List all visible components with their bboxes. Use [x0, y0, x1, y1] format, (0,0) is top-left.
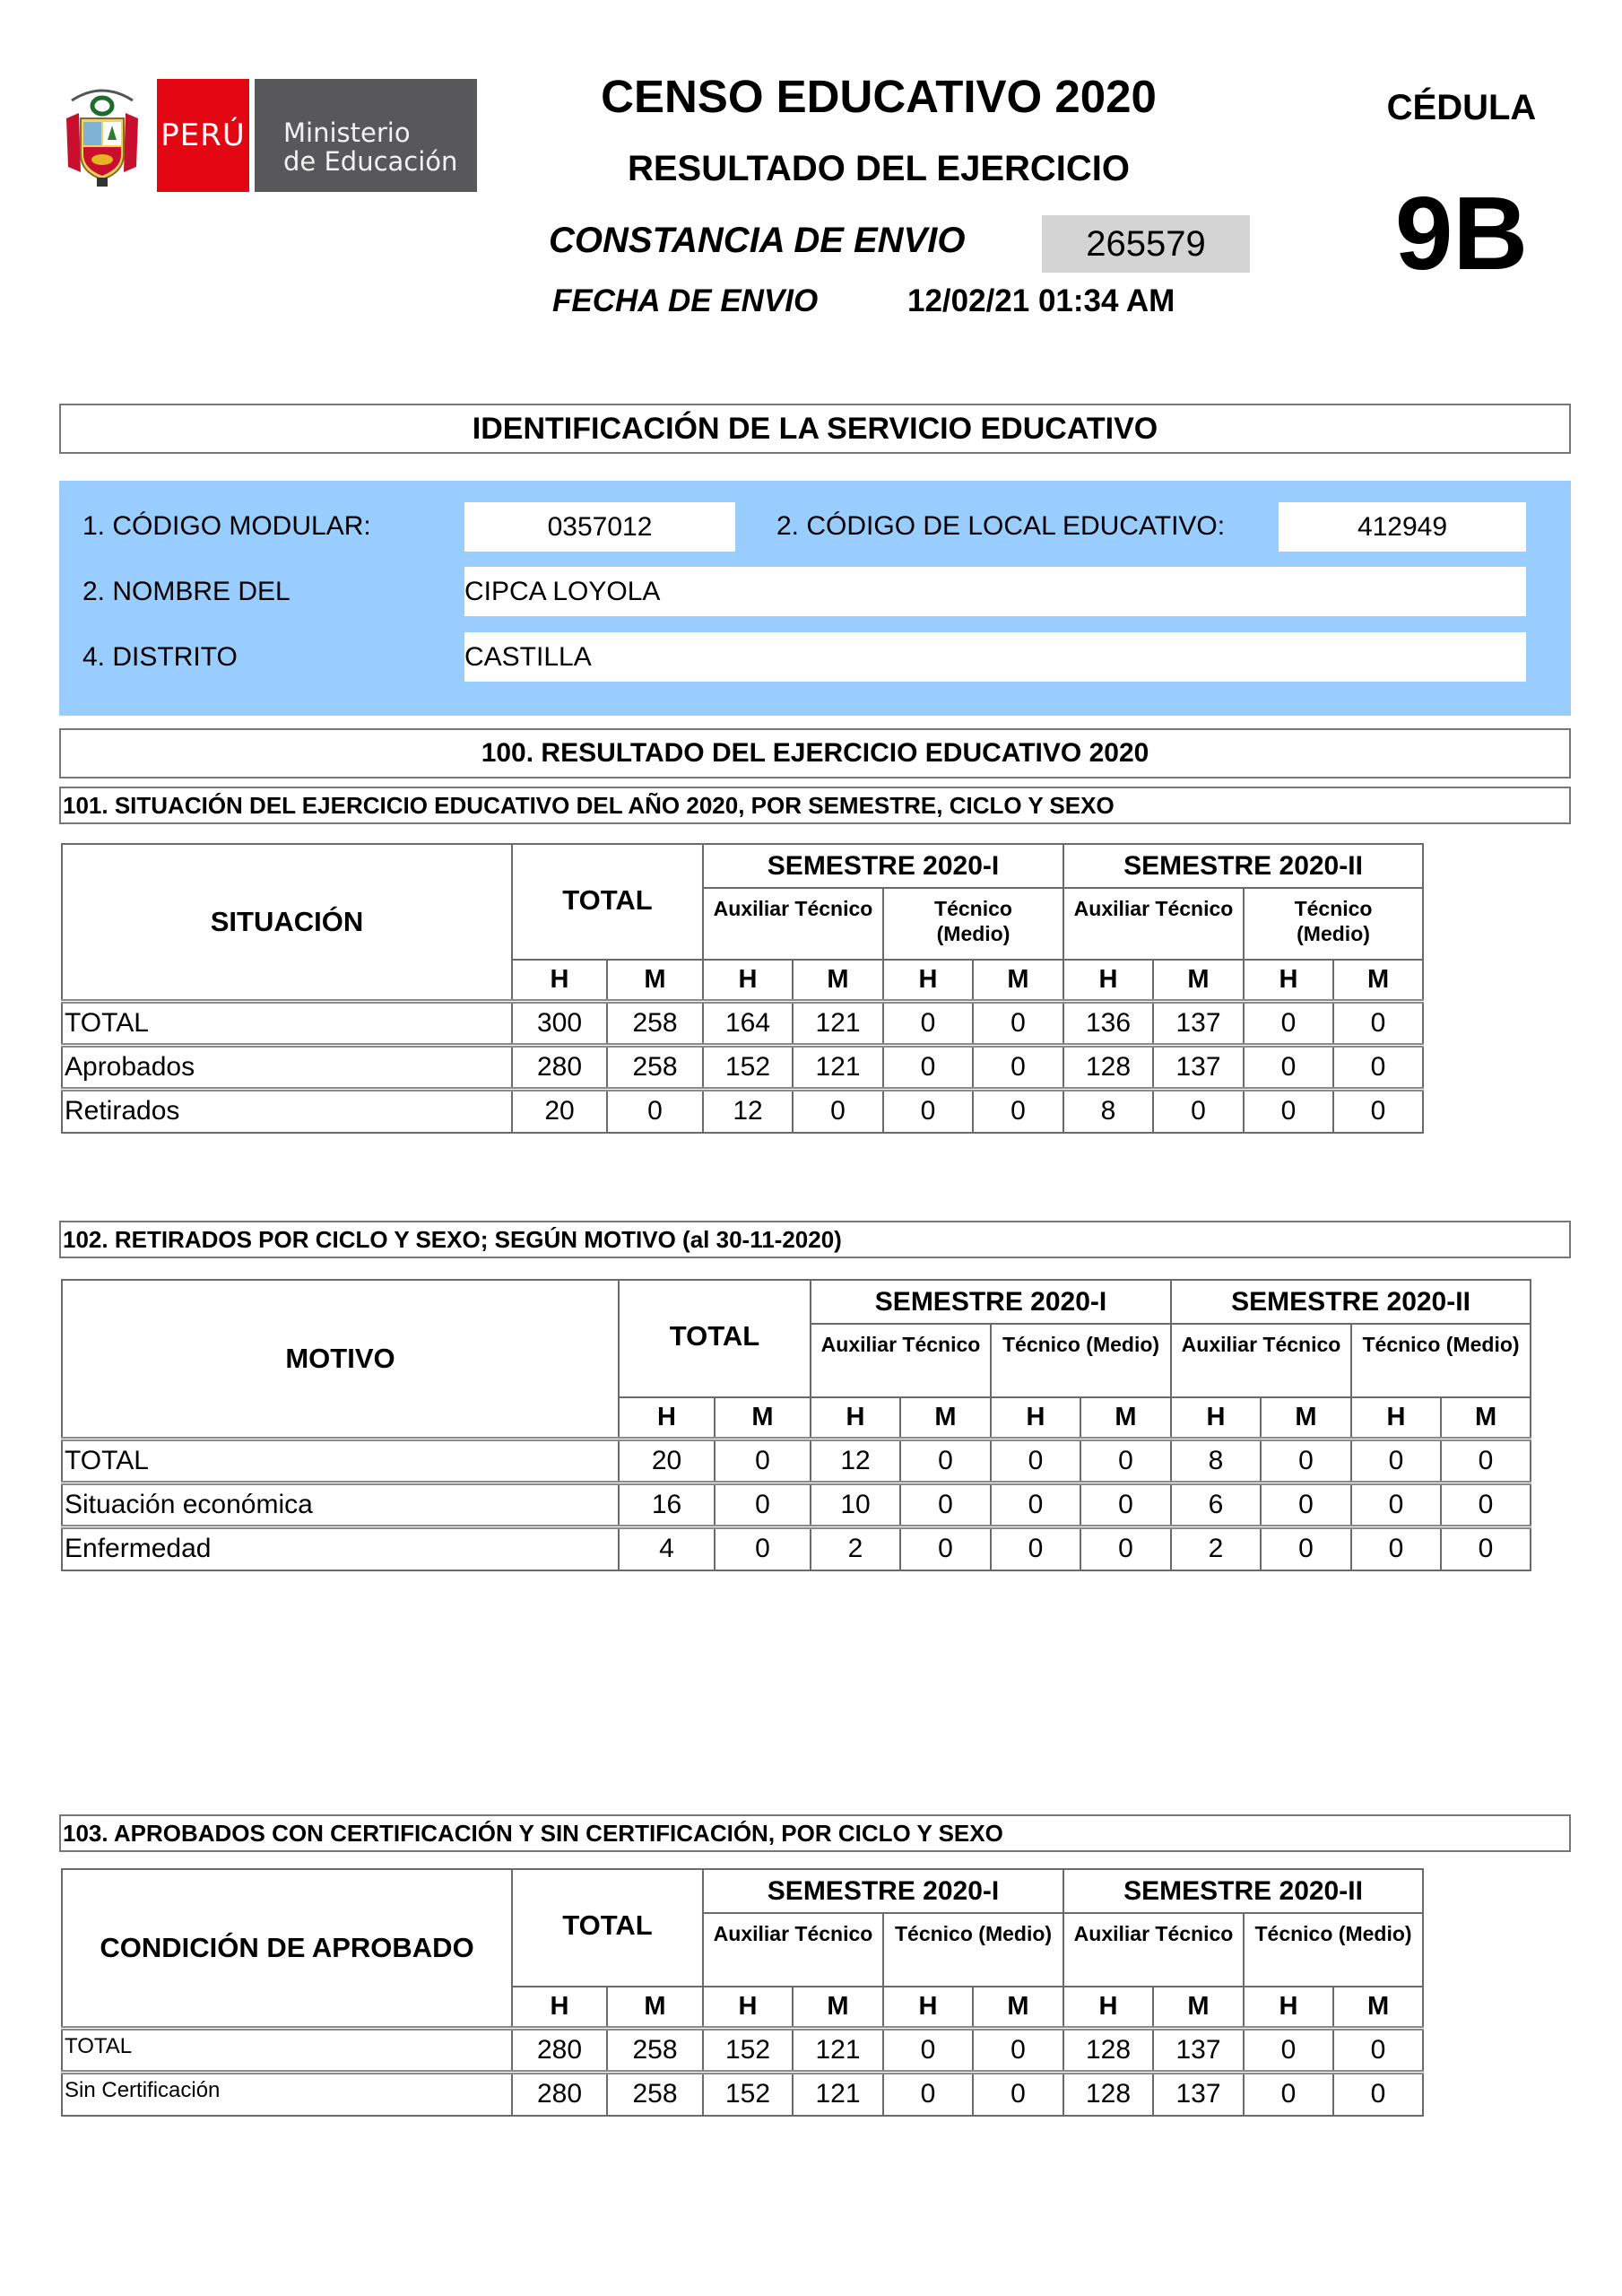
header-m: M	[715, 1397, 811, 1439]
header-s1-tecnico-medio: Técnico (Medio)	[883, 888, 1063, 960]
header-h: H	[1063, 1987, 1153, 2028]
header-m: M	[900, 1397, 991, 1439]
header-h: H	[512, 960, 607, 1001]
cell: 128	[1063, 1045, 1153, 1089]
cell: 0	[1244, 2028, 1333, 2072]
header-m: M	[1333, 1987, 1423, 2028]
fecha-envio-value: 12/02/21 01:34 AM	[907, 283, 1175, 318]
constancia-value: 265579	[1042, 215, 1250, 273]
header-semestre-1: SEMESTRE 2020-I	[811, 1280, 1171, 1324]
cell: 137	[1153, 1045, 1244, 1089]
cell: 0	[883, 1001, 973, 1045]
header-h: H	[1244, 960, 1333, 1001]
cell: 0	[973, 2028, 1063, 2072]
ministerio-line2: de Educación	[283, 146, 458, 177]
cell: 0	[900, 1439, 991, 1483]
cell: 0	[607, 1089, 703, 1133]
cell: 152	[703, 2072, 793, 2116]
header-h: H	[1171, 1397, 1261, 1439]
header-s1-auxiliar: Auxiliar Técnico	[703, 1913, 883, 1987]
cell: 0	[883, 2028, 973, 2072]
cell: 0	[1441, 1526, 1531, 1570]
cell: 0	[991, 1439, 1080, 1483]
header-s2-tecnico-medio: Técnico (Medio)	[1244, 1913, 1423, 1987]
header-h: H	[619, 1397, 715, 1439]
header-condicion: CONDICIÓN DE APROBADO	[62, 1869, 512, 2028]
cell: 152	[703, 2028, 793, 2072]
cell: 152	[703, 1045, 793, 1089]
section-103-title: 103. APROBADOS CON CERTIFICACIÓN Y SIN CERTIFICACIÓN, POR CICLO Y SEXO	[59, 1814, 1571, 1852]
table-row	[62, 1439, 1531, 1483]
table-101	[61, 843, 1424, 1134]
table-row	[62, 2072, 1423, 2116]
header-semestre-1: SEMESTRE 2020-I	[703, 844, 1063, 888]
cell: 137	[1153, 2028, 1244, 2072]
cell: 0	[1441, 1483, 1531, 1526]
cell: 0	[1351, 1439, 1441, 1483]
cell: 0	[715, 1483, 811, 1526]
distrito-field: CASTILLA	[464, 632, 1526, 682]
cell: 6	[1171, 1483, 1261, 1526]
header-total: TOTAL	[512, 1869, 703, 1987]
identificacion-title: IDENTIFICACIÓN DE LA SERVICIO EDUCATIVO	[59, 404, 1571, 454]
cell: 0	[1351, 1526, 1441, 1570]
cell: 0	[1244, 1089, 1333, 1133]
nombre-field: CIPCA LOYOLA	[464, 567, 1526, 616]
cell: 0	[991, 1483, 1080, 1526]
codigo-local-field: 412949	[1279, 502, 1526, 552]
cell: 20	[619, 1439, 715, 1483]
cell: 0	[991, 1526, 1080, 1570]
cell: 121	[793, 2028, 883, 2072]
header-situacion: SITUACIÓN	[62, 844, 512, 1001]
cell: 258	[607, 1001, 703, 1045]
cell: 0	[973, 1001, 1063, 1045]
header-semestre-2: SEMESTRE 2020-II	[1063, 1869, 1423, 1913]
cell: 128	[1063, 2072, 1153, 2116]
header-semestre-2: SEMESTRE 2020-II	[1171, 1280, 1531, 1324]
header-m: M	[1333, 960, 1423, 1001]
cell: 0	[1080, 1526, 1171, 1570]
cell: 280	[512, 2028, 607, 2072]
nombre-label: 2. NOMBRE DEL	[82, 577, 291, 606]
header-h: H	[811, 1397, 900, 1439]
peru-brand-logo	[157, 79, 249, 192]
distrito-label: 4. DISTRITO	[82, 642, 238, 672]
header-s1-tecnico-medio: Técnico (Medio)	[883, 1913, 1063, 1987]
cell: 10	[811, 1483, 900, 1526]
table-row	[62, 2028, 1423, 2072]
cell: 0	[1153, 1089, 1244, 1133]
header-semestre-1: SEMESTRE 2020-I	[703, 1869, 1063, 1913]
document-subtitle: RESULTADO DEL EJERCICIO	[627, 149, 1131, 188]
header-m: M	[607, 960, 703, 1001]
header-s2-tecnico-medio: Técnico (Medio)	[1244, 888, 1423, 960]
cell: 8	[1171, 1439, 1261, 1483]
row-label: Situación económica	[62, 1483, 619, 1526]
table-row	[62, 1089, 1423, 1133]
cell: 128	[1063, 2028, 1153, 2072]
cell: 12	[811, 1439, 900, 1483]
header-s2-auxiliar: Auxiliar Técnico	[1063, 888, 1244, 960]
cell: 280	[512, 2072, 607, 2116]
cell: 164	[703, 1001, 793, 1045]
cell: 0	[1244, 1001, 1333, 1045]
cell: 0	[1244, 1045, 1333, 1089]
cell: 12	[703, 1089, 793, 1133]
peru-brand-text: PERÚ	[160, 117, 246, 153]
header-s1-tecnico-medio: Técnico (Medio)	[991, 1324, 1171, 1397]
cell: 0	[1333, 1089, 1423, 1133]
row-label: Aprobados	[62, 1045, 512, 1089]
header-semestre-2: SEMESTRE 2020-II	[1063, 844, 1423, 888]
header-m: M	[1441, 1397, 1531, 1439]
table-row	[62, 1526, 1531, 1570]
table-row	[62, 1045, 1423, 1089]
cell: 4	[619, 1526, 715, 1570]
cell: 0	[900, 1483, 991, 1526]
header-m: M	[1261, 1397, 1351, 1439]
cell: 0	[1333, 2072, 1423, 2116]
ministerio-line1: Ministerio	[283, 117, 411, 148]
header-h: H	[1351, 1397, 1441, 1439]
header-h: H	[703, 960, 793, 1001]
cell: 2	[811, 1526, 900, 1570]
cell: 0	[883, 1045, 973, 1089]
cell: 0	[973, 1089, 1063, 1133]
cell: 0	[1261, 1439, 1351, 1483]
cell: 2	[1171, 1526, 1261, 1570]
cell: 0	[1261, 1483, 1351, 1526]
row-label: TOTAL	[62, 1439, 619, 1483]
cell: 258	[607, 1045, 703, 1089]
header-motivo: MOTIVO	[62, 1280, 619, 1439]
header-total: TOTAL	[512, 844, 703, 960]
cell: 137	[1153, 1001, 1244, 1045]
cell: 0	[1080, 1439, 1171, 1483]
header-m: M	[973, 960, 1063, 1001]
row-label: Retirados	[62, 1089, 512, 1133]
header-h: H	[1063, 960, 1153, 1001]
cell: 0	[883, 1089, 973, 1133]
cell: 258	[607, 2072, 703, 2116]
constancia-label: CONSTANCIA DE ENVIO	[549, 221, 966, 260]
cell: 136	[1063, 1001, 1153, 1045]
table-102	[61, 1279, 1531, 1571]
cell: 16	[619, 1483, 715, 1526]
table-row	[62, 1483, 1531, 1526]
cell: 0	[973, 1045, 1063, 1089]
cell: 137	[1153, 2072, 1244, 2116]
row-label: Sin Certificación	[62, 2072, 512, 2116]
header-m: M	[1080, 1397, 1171, 1439]
cell: 0	[1244, 2072, 1333, 2116]
codigo-local-label: 2. CÓDIGO DE LOCAL EDUCATIVO:	[776, 511, 1226, 541]
cell: 0	[793, 1089, 883, 1133]
header-s2-auxiliar: Auxiliar Técnico	[1171, 1324, 1351, 1397]
peru-coat-of-arms-icon	[61, 83, 143, 190]
header-total: TOTAL	[619, 1280, 811, 1397]
header-m: M	[607, 1987, 703, 2028]
cell: 280	[512, 1045, 607, 1089]
cell: 0	[1441, 1439, 1531, 1483]
cell: 0	[1333, 1001, 1423, 1045]
header-m: M	[973, 1987, 1063, 2028]
fecha-envio-label: FECHA DE ENVIO	[552, 283, 819, 318]
document-title: CENSO EDUCATIVO 2020	[601, 71, 1157, 122]
codigo-modular-label: 1. CÓDIGO MODULAR:	[82, 511, 371, 541]
header-s1-auxiliar: Auxiliar Técnico	[811, 1324, 991, 1397]
header-h: H	[703, 1987, 793, 2028]
header-h: H	[1244, 1987, 1333, 2028]
cell: 121	[793, 1045, 883, 1089]
cell: 0	[883, 2072, 973, 2116]
header-s2-tecnico-medio: Técnico (Medio)	[1351, 1324, 1531, 1397]
cell: 0	[1333, 2028, 1423, 2072]
cell: 121	[793, 1001, 883, 1045]
cell: 20	[512, 1089, 607, 1133]
cedula-label: CÉDULA	[1386, 88, 1537, 127]
cell: 300	[512, 1001, 607, 1045]
section-100-title: 100. RESULTADO DEL EJERCICIO EDUCATIVO 2020	[59, 728, 1571, 778]
cell: 0	[1333, 1045, 1423, 1089]
table-row	[62, 1001, 1423, 1045]
cell: 0	[973, 2072, 1063, 2116]
cell: 0	[715, 1439, 811, 1483]
section-102-title: 102. RETIRADOS POR CICLO Y SEXO; SEGÚN MOTIVO (al 30-11-2020)	[59, 1221, 1571, 1258]
cedula-value: 9B	[1394, 175, 1529, 291]
row-label: Enfermedad	[62, 1526, 619, 1570]
header-h: H	[883, 960, 973, 1001]
header-m: M	[1153, 1987, 1244, 2028]
cell: 0	[1261, 1526, 1351, 1570]
codigo-modular-field: 0357012	[464, 502, 735, 552]
header-m: M	[1153, 960, 1244, 1001]
section-101-title: 101. SITUACIÓN DEL EJERCICIO EDUCATIVO DEL AÑO 2020, POR SEMESTRE, CICLO Y SEXO	[59, 787, 1571, 824]
header-h: H	[883, 1987, 973, 2028]
header-h: H	[991, 1397, 1080, 1439]
table-103	[61, 1868, 1424, 2117]
header-m: M	[793, 960, 883, 1001]
cell: 121	[793, 2072, 883, 2116]
cell: 0	[715, 1526, 811, 1570]
cell: 8	[1063, 1089, 1153, 1133]
ministerio-logo	[255, 79, 477, 192]
header-h: H	[512, 1987, 607, 2028]
header-m: M	[793, 1987, 883, 2028]
cell: 0	[1351, 1483, 1441, 1526]
header-s2-auxiliar: Auxiliar Técnico	[1063, 1913, 1244, 1987]
cell: 0	[900, 1526, 991, 1570]
row-label: TOTAL	[62, 2028, 512, 2072]
cell: 258	[607, 2028, 703, 2072]
header-s1-auxiliar: Auxiliar Técnico	[703, 888, 883, 960]
row-label: TOTAL	[62, 1001, 512, 1045]
cell: 0	[1080, 1483, 1171, 1526]
